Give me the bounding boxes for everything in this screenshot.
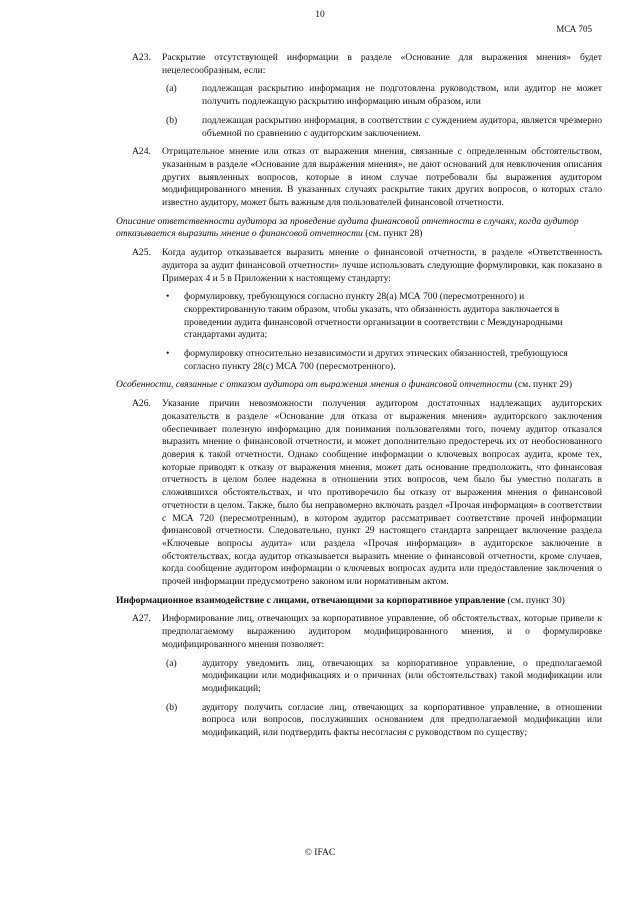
bullet-icon: • [166, 291, 170, 303]
bullet-item [162, 291, 602, 342]
list-item-label: (a) [166, 657, 177, 669]
section-heading-ref: (см. пункт 28) [365, 228, 423, 240]
paragraph-text: Указание причин невозможности получения аудитором достаточных надлежащих аудиторских доказательств в разделе «Основание для отказа от выражения мнения» аудиторского заключения обеспечивает полезную информацию для понимания пользователями того, почему аудитор отказался выразить мнение о финансовой отчетности, и может дополнительно предостеречь их от необоснованного доверия к такой отчетности. Однако сообщение информации о ключевых вопросах аудита, кроме тех, которые приводят к отказу от выражения мнения, может дать основание предположить, что финансовая отчетность в целом более надежна в отношении этих вопросов, чем было бы уместно полагать в сложившихся обстоятельствах, и что противоречило бы отказу от выражения мнения о финансовой отчетности в целом. Также, было бы неправомерно включать раздел «Прочая информация» в соответствии с МСА 720 (пересмотренным), в котором аудитор рассматривает соответствие прочей информации финансовой отчетности. Следовательно, пункт 29 настоящего стандарта запрещает включение раздела «Ключевые вопросы аудита» или раздела «Прочая информация» в аудиторское заключение в обстоятельствах, когда аудитор отказывается выразить мнение о финансовой отчетности, кроме случаев, когда сообщение аудитором информации о ключевых вопросах аудита или предоставление заключения о прочей информации предусмотрено законом или нормативным актом. [162, 398, 602, 588]
section-heading-text: Особенности, связанные с отказом аудитора от выражения мнения о финансовой отчетности [116, 379, 513, 391]
paragraph-text: Отрицательное мнение или отказ от выражения мнения, связанные с определенным обстоятельством, указанным в разделе «Основание для выражения мнения», не дают оснований для невключения описания других выявленных вопросов, которые в ином случае потребовали бы выражения аудитором модифицированного мнения. В указанных случаях раскрытие таких других вопросов, о которых стало известно аудитору, может быть важным для пользователей финансовой отчетности. [162, 146, 602, 209]
page-content [116, 52, 602, 746]
list-item-text: аудитору уведомить лиц, отвечающих за корпоративное управление, о предполагаемой модификации или модификациях и о причинах (или обстоятельствах) такой модификации или модификаций; [202, 657, 602, 694]
list-item-text: аудитору получить согласие лиц, отвечающих за корпоративное управление, в отношении вопроса или вопросов, послуживших основанием для предполагаемой модификации или модификаций, или подтвердить факты несогласия с руководством по существу; [202, 701, 602, 739]
paragraph-text: Когда аудитор отказывается выразить мнение о финансовой отчетности, в разделе «Ответственность аудитора за аудит финансовой отчетности» лучше использовать следующие формулировки, как показано в Примерах 4 и 5 в Приложении к настоящему стандарту: [162, 247, 602, 284]
section-heading-text: Информационное взаимодействие с лицами, отвечающими за корпоративное управление [116, 594, 506, 606]
paragraph-number: A24. [132, 146, 151, 158]
list-item-label: (b) [166, 701, 178, 713]
standard-code: МСА 705 [556, 24, 592, 34]
list-item [162, 702, 602, 740]
paragraph-a24 [116, 146, 602, 210]
list-item [162, 115, 602, 140]
paragraph-a26 [116, 398, 602, 589]
paragraph-number: A25. [132, 247, 151, 259]
page-number: 10 [315, 10, 325, 20]
bullet-item [162, 348, 602, 373]
section-heading-text: Описание ответственности аудитора за проведение аудита финансовой отчетности в случаях, когда аудитор отказывается выразить мнение о финансовой отчетности [116, 215, 579, 240]
bullet-text: формулировку, требующуюся согласно пункту 28(a) МСА 700 (пересмотренного) и скорректированную таким образом, чтобы указать, что обязанность аудитора заключается в проведении аудита финансовой отчетности организации в соответствии с Международными стандартами аудита; [184, 291, 563, 341]
paragraph-text: Информирование лиц, отвечающих за корпоративное управление, об обстоятельствах, которые привели к предполагаемому выражению аудитором модифицированного мнения, и о формулировке модифицированного мнения позволяет: [162, 613, 602, 650]
paragraph-text: Раскрытие отсутствующей информации в разделе «Основание для выражения мнения» будет нецелесообразным, если: [162, 52, 602, 76]
paragraph-number: A26. [132, 398, 151, 410]
list-item-label: (a) [166, 83, 177, 95]
section-heading-ref: (см. пункт 29) [514, 379, 573, 391]
section-heading-bold [116, 595, 602, 608]
section-heading [116, 379, 602, 392]
section-heading-ref: (см. пункт 30) [507, 594, 565, 606]
paragraph-a23 [116, 52, 602, 140]
list-item-label: (b) [166, 114, 178, 126]
list-item-text: подлежащая раскрытию информация, в соответствии с суждением аудитора, является чрезмерно объемной по сравнению с аудиторским заключением. [202, 114, 602, 139]
paragraph-a25 [116, 247, 602, 373]
section-heading [116, 216, 602, 241]
page-footer: © IFAC [304, 848, 336, 858]
bullet-text: формулировку относительно независимости и других этических обязанностей, требующуюся согласно пункту 28(c) МСА 700 (пересмотренного). [184, 348, 568, 372]
list-item [162, 83, 602, 108]
paragraph-number: A27. [132, 613, 151, 625]
bullet-icon: • [166, 348, 170, 360]
paragraph-a27 [116, 613, 602, 739]
list-item-text: подлежащая раскрытию информация не подготовлена руководством, или аудитор не может получить подлежащую раскрытию информацию иным образом, или [202, 83, 602, 108]
paragraph-number: A23. [132, 52, 151, 63]
list-item [162, 658, 602, 696]
